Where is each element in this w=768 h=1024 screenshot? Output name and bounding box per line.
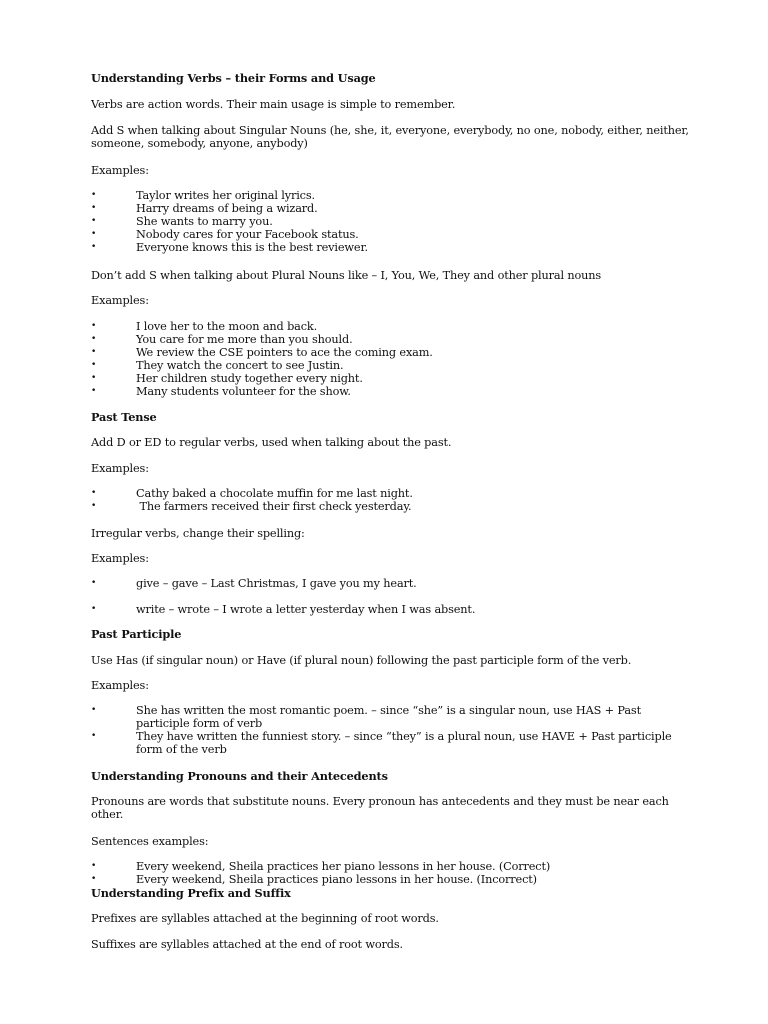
list-item: • I love her to the moon and back.	[91, 320, 318, 333]
bullet-icon: •	[91, 705, 97, 715]
bullet-icon: •	[91, 203, 97, 213]
past-tense-rule-paragraph: Add D or ED to regular verbs, used when talking about the past.	[91, 436, 452, 449]
bullet-icon: •	[91, 229, 97, 239]
list-item: • Taylor writes her original lyrics.	[91, 189, 315, 202]
irregular-examples-list	[91, 577, 711, 629]
bullet-icon: •	[91, 216, 97, 226]
examples-label: Examples:	[91, 679, 149, 692]
list-item: • Nobody cares for your Facebook status.	[91, 228, 359, 241]
examples-label: Examples:	[91, 462, 149, 475]
bullet-icon: •	[91, 190, 97, 200]
list-item: • Harry dreams of being a wizard.	[91, 202, 318, 215]
suffix-rule-paragraph: Suffixes are syllables attached at the end of root words.	[91, 938, 403, 951]
past-tense-heading: Past Tense	[91, 410, 157, 424]
bullet-icon: •	[91, 861, 97, 871]
bullet-icon: •	[91, 334, 97, 344]
list-item: • give – gave – Last Christmas, I gave you my heart.	[91, 577, 417, 590]
document-title: Understanding Verbs – their Forms and Usage	[91, 71, 376, 85]
examples-label: Examples:	[91, 552, 149, 565]
list-item: • The farmers received their first check yesterday.	[91, 500, 412, 513]
bullet-icon: •	[91, 488, 97, 498]
bullet-icon: •	[91, 386, 97, 396]
list-item: • They watch the concert to see Justin.	[91, 359, 344, 372]
list-item: • You care for me more than you should.	[91, 333, 353, 346]
past-participle-heading: Past Participle	[91, 627, 182, 641]
singular-rule-paragraph: Add S when talking about Singular Nouns (he, she, it, everyone, everybody, no one, nobody, either, neither, someone, somebody, anyone, anybody)	[91, 124, 689, 150]
list-item: • Every weekend, Sheila practices her piano lessons in her house. (Correct)	[91, 860, 551, 873]
bullet-icon: •	[91, 360, 97, 370]
intro-paragraph: Verbs are action words. Their main usage is simple to remember.	[91, 98, 456, 111]
list-item: • Every weekend, Sheila practices piano lessons in her house. (Incorrect)	[91, 873, 537, 886]
list-item: • Cathy baked a chocolate muffin for me last night.	[91, 487, 413, 500]
bullet-icon: •	[91, 501, 97, 511]
singular-examples-list	[91, 189, 711, 254]
pronoun-examples-list	[91, 860, 711, 886]
bullet-icon: •	[91, 604, 97, 614]
list-item: • She wants to marry you.	[91, 215, 273, 228]
bullet-icon: •	[91, 578, 97, 588]
past-tense-examples-list	[91, 487, 711, 513]
list-item: • She has written the most romantic poem. – since “she” is a singular noun, use HAS + Past participle form of verb	[91, 704, 641, 730]
bullet-icon: •	[91, 874, 97, 884]
pronouns-rule-paragraph: Pronouns are words that substitute nouns. Every pronoun has antecedents and they must be near each other.	[91, 795, 669, 821]
list-item: • Her children study together every night.	[91, 372, 363, 385]
prefix-rule-paragraph: Prefixes are syllables attached at the beginning of root words.	[91, 912, 439, 925]
irregular-rule-paragraph: Irregular verbs, change their spelling:	[91, 527, 305, 540]
bullet-icon: •	[91, 347, 97, 357]
past-participle-rule-paragraph: Use Has (if singular noun) or Have (if plural noun) following the past participle form of the verb.	[91, 654, 632, 667]
bullet-icon: •	[91, 373, 97, 383]
list-item: • They have written the funniest story. – since “they” is a plural noun, use HAVE + Past participle form of the verb	[91, 730, 672, 756]
pronouns-heading: Understanding Pronouns and their Antecedents	[91, 769, 388, 783]
bullet-icon: •	[91, 731, 97, 741]
sentences-label: Sentences examples:	[91, 835, 209, 848]
list-item: • write – wrote – I wrote a letter yesterday when I was absent.	[91, 603, 476, 616]
examples-label: Examples:	[91, 294, 149, 307]
list-item: • Many students volunteer for the show.	[91, 385, 351, 398]
list-item: • Everyone knows this is the best reviewer.	[91, 241, 368, 254]
past-participle-examples-list	[91, 704, 711, 756]
bullet-icon: •	[91, 242, 97, 252]
prefix-suffix-heading: Understanding Prefix and Suffix	[91, 886, 291, 900]
list-item: • We review the CSE pointers to ace the coming exam.	[91, 346, 433, 359]
bullet-icon: •	[91, 321, 97, 331]
plural-examples-list	[91, 320, 711, 398]
examples-label: Examples:	[91, 164, 149, 177]
plural-rule-paragraph: Don’t add S when talking about Plural Nouns like – I, You, We, They and other plural nouns	[91, 269, 602, 282]
